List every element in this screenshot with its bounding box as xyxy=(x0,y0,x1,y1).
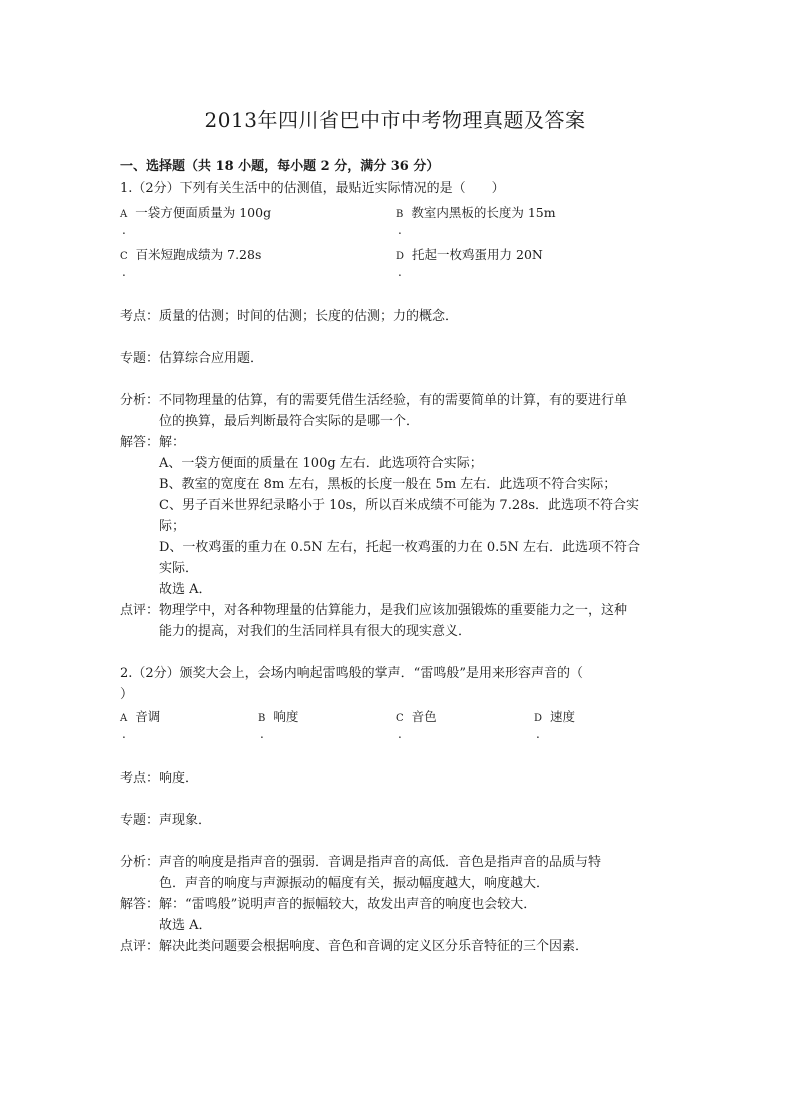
page-title: 2013年四川省巴中市中考物理真题及答案 xyxy=(204,108,586,132)
q1-option-a-letter: A xyxy=(120,209,128,220)
q2-stem-1: 2.（2分）颁奖大会上，会场内响起雷鸣般的掌声．“雷鸣般”是用来形容声音的（ xyxy=(120,666,583,681)
q1-fenxi xyxy=(120,392,627,410)
q2-option-c-letter: C xyxy=(396,713,404,724)
q2-option-b xyxy=(258,708,298,728)
q2-option-a-letter: A xyxy=(120,713,128,724)
q1-dianping-text-1: 物理学中，对各种物理量的估算能力，是我们应该加强锻炼的重要能力之一，这种 xyxy=(159,603,628,618)
q1-dianping-label: 点评： xyxy=(120,603,160,618)
q2-stem-2: ） xyxy=(120,687,134,702)
q1-zhuanti-text: 估算综合应用题． xyxy=(159,351,264,366)
q1-option-b-letter: B xyxy=(396,209,404,220)
q2-fenxi-label: 分析： xyxy=(120,855,160,870)
q2-option-d-dot: . xyxy=(536,727,540,741)
q1-option-c-dot: . xyxy=(122,265,126,279)
q2-option-d xyxy=(534,708,575,728)
q2-zhuanti-text: 声现象． xyxy=(159,813,212,828)
q2-jieda-label: 解答： xyxy=(120,897,160,912)
q1-jieda-line: B、教室的宽度在 8m 左右，黑板的长度一般在 5m 左右．此选项不符合实际； xyxy=(159,477,617,492)
q1-kaodian-label: 考点： xyxy=(120,309,160,324)
q1-zhuanti-label: 专题： xyxy=(120,351,160,366)
q1-jieda xyxy=(120,434,185,452)
q1-kaodian-text: 质量的估测；时间的估测；长度的估测；力的概念． xyxy=(159,309,459,324)
q2-option-a-dot: . xyxy=(122,727,126,741)
q2-option-d-letter: D xyxy=(534,713,543,724)
q1-fenxi-label: 分析： xyxy=(120,393,160,408)
q1-fenxi-text-2: 位的换算，最后判断最符合实际的是哪一个． xyxy=(159,414,420,429)
q1-option-b-dot: . xyxy=(398,223,402,237)
q2-fenxi-text-1: 声音的响度是指声音的强弱．音调是指声音的高低．音色是指声音的品质与特 xyxy=(159,855,602,870)
q1-option-c xyxy=(120,246,261,266)
q2-dianping xyxy=(120,938,588,956)
q1-zhuanti xyxy=(120,350,263,368)
q1-jieda-line: 实际． xyxy=(159,561,199,576)
q1-jieda-line: 际； xyxy=(159,519,186,534)
q1-option-b xyxy=(396,204,556,224)
q2-kaodian-text: 响度． xyxy=(159,771,199,786)
q1-jieda-line: C、男子百米世界纪录略小于 10s，所以百米成绩不可能为 7.28s．此选项不符合实 xyxy=(159,498,640,513)
q1-option-a-dot: . xyxy=(122,223,126,237)
q2-option-b-dot: . xyxy=(260,727,264,741)
q2-option-a xyxy=(120,708,160,728)
q2-zhuanti-label: 专题： xyxy=(120,813,160,828)
q1-jieda-line: D、一枚鸡蛋的重力在 0.5N 左右，托起一枚鸡蛋的力在 0.5N 左右．此选项不符合 xyxy=(159,540,641,555)
q1-option-d-dot: . xyxy=(398,265,402,279)
q2-option-b-text: 响度 xyxy=(273,709,299,724)
q2-option-b-letter: B xyxy=(258,713,266,724)
q1-option-c-letter: C xyxy=(120,251,128,262)
q2-option-a-text: 音调 xyxy=(135,709,161,724)
section-heading: 一、选择题（共 18 小题，每小题 2 分，满分 36 分） xyxy=(120,159,440,174)
q1-jieda-line: A、一袋方便面的质量在 100g 左右．此选项符合实际； xyxy=(159,456,483,471)
q1-kaodian xyxy=(120,308,458,326)
q2-fenxi xyxy=(120,854,601,872)
q2-option-c-text: 音色 xyxy=(411,709,437,724)
q2-jieda-text-2: 故选 A． xyxy=(159,918,212,933)
q1-option-d-letter: D xyxy=(396,251,405,262)
q2-fenxi-text-2: 色．声音的响度与声源振动的幅度有关，振动幅度越大，响度越大． xyxy=(159,876,550,891)
q1-fenxi-text-1: 不同物理量的估算，有的需要凭借生活经验，有的需要简单的计算，有的要进行单 xyxy=(159,393,628,408)
q2-option-c xyxy=(396,708,437,728)
q2-jieda xyxy=(120,896,536,914)
q2-dianping-text: 解决此类问题要会根据响度、音色和音调的定义区分乐音特征的三个因素． xyxy=(159,939,589,954)
q1-jieda-line: 故选 A． xyxy=(159,582,212,597)
q2-jieda-text: 解：“雷鸣般”说明声音的振幅较大，故发出声音的响度也会较大． xyxy=(159,897,537,912)
q1-stem: 1.（2分）下列有关生活中的估测值，最贴近实际情况的是（ ） xyxy=(120,181,505,196)
q1-jieda-label: 解答： xyxy=(120,435,160,450)
q1-option-a xyxy=(120,204,271,224)
q2-option-c-dot: . xyxy=(398,727,402,741)
q2-zhuanti xyxy=(120,812,211,830)
q1-option-d xyxy=(396,246,543,266)
q2-kaodian-label: 考点： xyxy=(120,771,160,786)
q1-option-b-text: 教室内黑板的长度为 15m xyxy=(411,205,556,220)
q2-option-d-text: 速度 xyxy=(550,709,576,724)
q1-jieda-text: 解： xyxy=(159,435,186,450)
q1-option-c-text: 百米短跑成绩为 7.28s xyxy=(135,247,262,262)
q1-option-a-text: 一袋方便面质量为 100g xyxy=(135,205,272,220)
q1-dianping-text-2: 能力的提高，对我们的生活同样具有很大的现实意义． xyxy=(159,624,472,639)
q2-kaodian xyxy=(120,770,198,788)
q1-option-d-text: 托起一枚鸡蛋用力 20N xyxy=(412,247,543,262)
q1-dianping xyxy=(120,602,627,620)
q2-dianping-label: 点评： xyxy=(120,939,160,954)
